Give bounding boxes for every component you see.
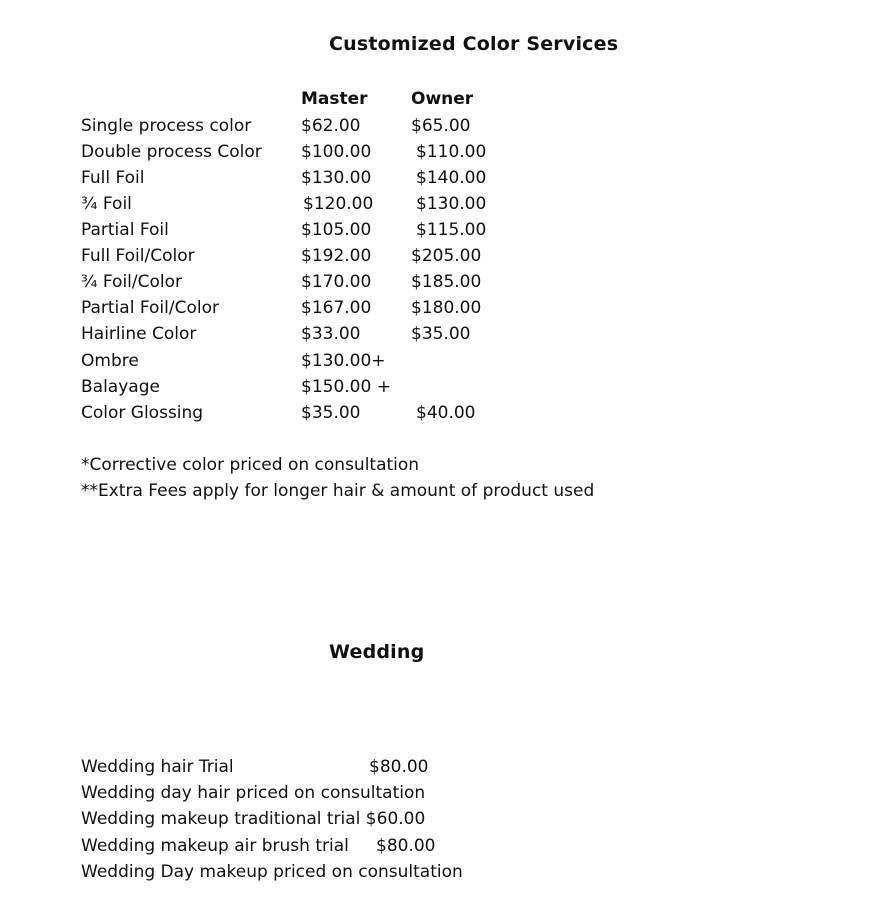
price-row xyxy=(0,246,883,272)
master-price: $192.00 xyxy=(301,246,372,266)
service-name: Partial Foil xyxy=(81,220,169,240)
price-row xyxy=(0,324,883,350)
owner-price: $65.00 xyxy=(411,116,471,136)
service-name: Hairline Color xyxy=(81,324,197,344)
master-price: $105.00 xyxy=(301,220,372,240)
owner-price: $40.00 xyxy=(416,403,476,423)
master-price: $150.00 + xyxy=(301,377,391,397)
owner-price: $115.00 xyxy=(416,220,487,240)
owner-price: $205.00 xyxy=(411,246,482,266)
owner-price: $140.00 xyxy=(416,168,487,188)
owner-price: $35.00 xyxy=(411,324,471,344)
price-row xyxy=(0,194,883,220)
service-name: Balayage xyxy=(81,377,160,397)
service-name: Double process Color xyxy=(81,142,262,162)
price-row xyxy=(0,142,883,168)
service-name: Color Glossing xyxy=(81,403,204,423)
service-name: Ombre xyxy=(81,351,139,371)
wedding-price: $80.00 xyxy=(376,836,436,856)
owner-column-header: Owner xyxy=(411,89,474,109)
corrective-color-note: *Corrective color priced on consultation xyxy=(81,455,420,475)
service-name: ¾ Foil/Color xyxy=(81,272,183,292)
service-name: ¾ Foil xyxy=(81,194,132,214)
master-price: $130.00+ xyxy=(301,351,386,371)
wedding-line: Wedding hair Trial xyxy=(81,757,234,777)
owner-price: $185.00 xyxy=(411,272,482,292)
price-row xyxy=(0,298,883,324)
master-price: $120.00 xyxy=(303,194,374,214)
master-price: $35.00 xyxy=(301,403,361,423)
service-name: Partial Foil/Color xyxy=(81,298,219,318)
owner-price: $180.00 xyxy=(411,298,482,318)
wedding-title: Wedding xyxy=(329,641,425,663)
wedding-line: Wedding Day makeup priced on consultation xyxy=(81,862,463,882)
extra-fees-note: **Extra Fees apply for longer hair & amount of product used xyxy=(81,481,595,501)
master-price: $170.00 xyxy=(301,272,372,292)
wedding-line: Wedding day hair priced on consultation xyxy=(81,783,426,803)
wedding-line: Wedding makeup air brush trial xyxy=(81,836,349,856)
color-services-title: Customized Color Services xyxy=(329,33,619,55)
price-row xyxy=(0,377,883,403)
price-row xyxy=(0,116,883,142)
service-name: Full Foil xyxy=(81,168,145,188)
master-price: $33.00 xyxy=(301,324,361,344)
owner-price: $110.00 xyxy=(416,142,487,162)
master-price: $130.00 xyxy=(301,168,372,188)
price-row xyxy=(0,351,883,377)
master-column-header: Master xyxy=(301,89,368,109)
price-row xyxy=(0,168,883,194)
price-row xyxy=(0,403,883,429)
wedding-line: Wedding makeup traditional trial $60.00 xyxy=(81,809,426,829)
service-name: Full Foil/Color xyxy=(81,246,195,266)
price-row xyxy=(0,220,883,246)
wedding-price: $80.00 xyxy=(369,757,429,777)
owner-price: $130.00 xyxy=(416,194,487,214)
master-price: $100.00 xyxy=(301,142,372,162)
master-price: $62.00 xyxy=(301,116,361,136)
master-price: $167.00 xyxy=(301,298,372,318)
price-row xyxy=(0,272,883,298)
service-name: Single process color xyxy=(81,116,252,136)
